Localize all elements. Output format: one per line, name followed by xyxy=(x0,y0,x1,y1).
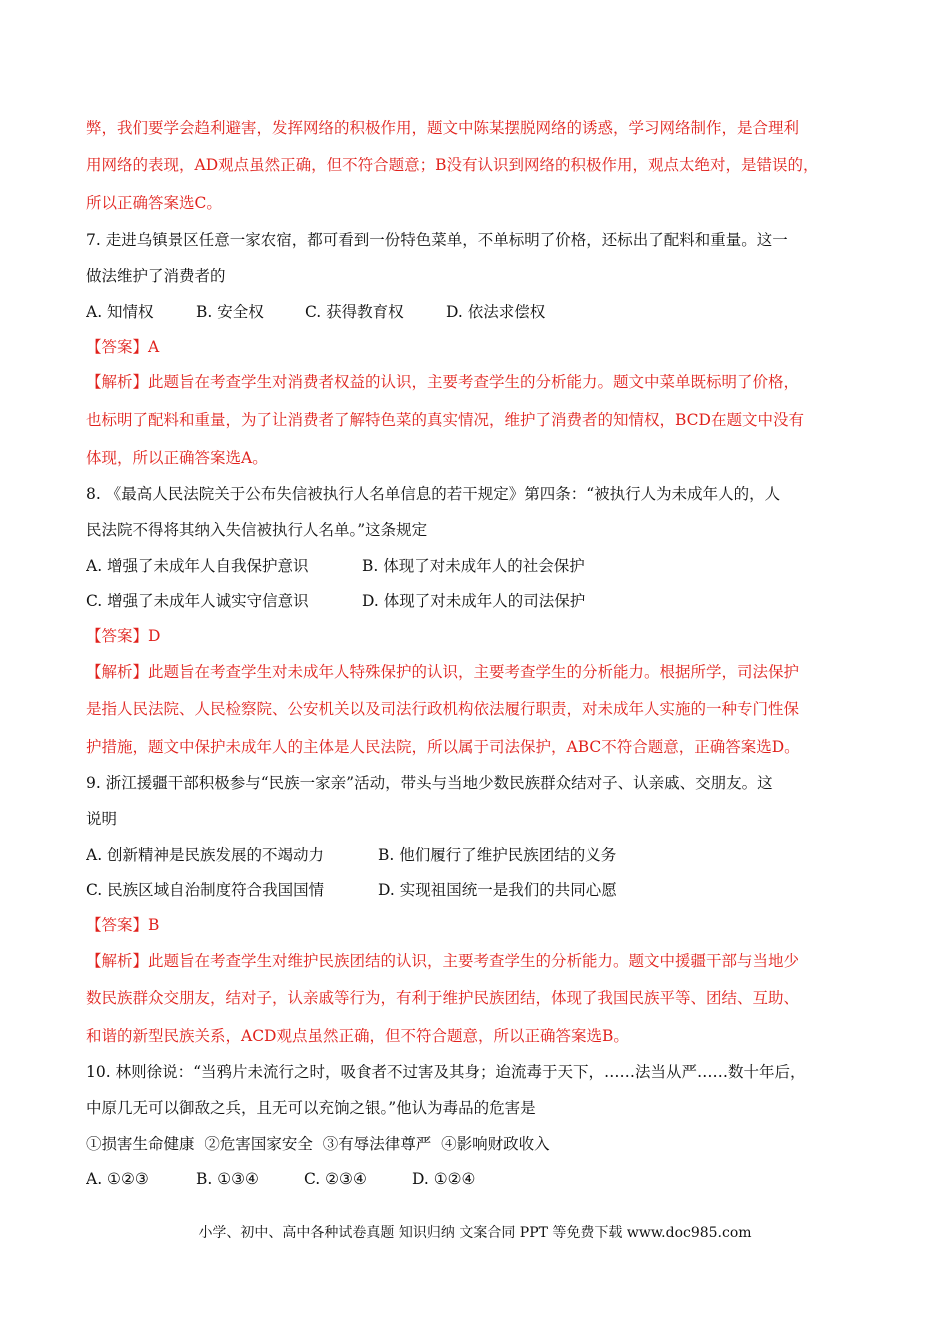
q7-analysis-line: 体现，所以正确答案选A。 xyxy=(86,449,268,467)
q8-stem-line: 8. 《最高人民法院关于公布失信被执行人名单信息的若干规定》第四条：“被执行人为未成年人的，人 xyxy=(86,485,781,503)
q9-option-a: A. 创新精神是民族发展的不竭动力 xyxy=(86,846,325,864)
q7-option-b: B. 安全权 xyxy=(196,303,264,321)
q8-analysis-line: 护措施，题文中保护未成年人的主体是人民法院，所以属于司法保护，ABC不符合题意，正确答案选D。 xyxy=(86,738,800,756)
q8-option-d: D. 体现了对未成年人的司法保护 xyxy=(362,592,586,610)
q7-option-c: C. 获得教育权 xyxy=(305,303,404,321)
q8-stem-line: 民法院不得将其纳入失信被执行人名单。”这条规定 xyxy=(86,521,428,539)
q10-option-c: C. ②③④ xyxy=(304,1170,367,1188)
q6-analysis-line: 用网络的表现，AD观点虽然正确，但不符合题意；B没有认识到网络的积极作用，观点太绝对，是错误的， xyxy=(86,156,819,174)
q7-answer: 【答案】A xyxy=(86,338,160,356)
q8-option-a: A. 增强了未成年人自我保护意识 xyxy=(86,557,309,575)
q7-analysis-line: 也标明了配料和重量，为了让消费者了解特色菜的真实情况，维护了消费者的知情权，BCD在题文中没有 xyxy=(86,411,804,429)
q9-option-d: D. 实现祖国统一是我们的共同心愿 xyxy=(378,881,617,899)
q7-options xyxy=(86,302,866,322)
q9-answer: 【答案】B xyxy=(86,916,160,934)
q9-analysis-line: 【解析】此题旨在考查学生对维护民族团结的认识，主要考查学生的分析能力。题文中援疆干部与当地少 xyxy=(86,952,800,970)
q7-option-d: D. 依法求偿权 xyxy=(446,303,546,321)
q8-options-row-2 xyxy=(86,591,866,611)
q9-analysis-line: 和谐的新型民族关系，ACD观点虽然正确，但不符合题意，所以正确答案选B。 xyxy=(86,1027,629,1045)
q8-options-row-1 xyxy=(86,556,866,576)
q8-analysis-line: 是指人民法院、人民检察院、公安机关以及司法行政机构依法履行职责，对未成年人实施的一种专门性保 xyxy=(86,700,800,718)
q8-analysis-line: 【解析】此题旨在考查学生对未成年人特殊保护的认识，主要考查学生的分析能力。根据所学，司法保护 xyxy=(86,663,800,681)
page-footer: 小学、初中、高中各种试卷真题 知识归纳 文案合同 PPT 等免费下载 www.doc985.com xyxy=(198,1225,752,1241)
q10-items: ①损害生命健康 ②危害国家安全 ③有辱法律尊严 ④影响财政收入 xyxy=(86,1135,550,1153)
q9-options-row-2 xyxy=(86,880,866,900)
q8-answer: 【答案】D xyxy=(86,627,161,645)
q8-option-c: C. 增强了未成年人诚实守信意识 xyxy=(86,592,309,610)
q9-options-row-1 xyxy=(86,845,866,865)
q7-analysis-line: 【解析】此题旨在考查学生对消费者权益的认识，主要考查学生的分析能力。题文中菜单既标明了价格， xyxy=(86,373,800,391)
q10-option-b: B. ①③④ xyxy=(196,1170,259,1188)
q10-options xyxy=(86,1169,866,1189)
q9-stem-line: 9. 浙江援疆干部积极参与“民族一家亲”活动，带头与当地少数民族群众结对子、认亲戚、交朋友。这 xyxy=(86,774,773,792)
q6-analysis-line: 弊，我们要学会趋利避害，发挥网络的积极作用，题文中陈某摆脱网络的诱惑，学习网络制作，是合理利 xyxy=(86,119,800,137)
q9-stem-line: 说明 xyxy=(86,810,118,828)
q9-analysis-line: 数民族群众交朋友，结对子，认亲戚等行为，有利于维护民族团结，体现了我国民族平等、团结、互助、 xyxy=(86,989,800,1007)
q10-stem-line: 10. 林则徐说：“当鸦片未流行之时，吸食者不过害及其身；迨流毒于天下，……法当从严……数十年后， xyxy=(86,1063,806,1081)
q6-analysis-line: 所以正确答案选C。 xyxy=(86,194,222,212)
q9-option-c: C. 民族区域自治制度符合我国国情 xyxy=(86,881,325,899)
q10-stem-line: 中原几无可以御敌之兵，且无可以充饷之银。”他认为毒品的危害是 xyxy=(86,1099,536,1117)
q10-option-d: D. ①②④ xyxy=(412,1170,476,1188)
q8-option-b: B. 体现了对未成年人的社会保护 xyxy=(362,557,585,575)
q7-stem-line: 7. 走进乌镇景区任意一家农宿，都可看到一份特色菜单，不单标明了价格，还标出了配料和重量。这一 xyxy=(86,231,788,249)
q10-option-a: A. ①②③ xyxy=(86,1170,149,1188)
q9-option-b: B. 他们履行了维护民族团结的义务 xyxy=(378,846,617,864)
q7-stem-line: 做法维护了消费者的 xyxy=(86,267,226,285)
q7-option-a: A. 知情权 xyxy=(86,303,154,321)
